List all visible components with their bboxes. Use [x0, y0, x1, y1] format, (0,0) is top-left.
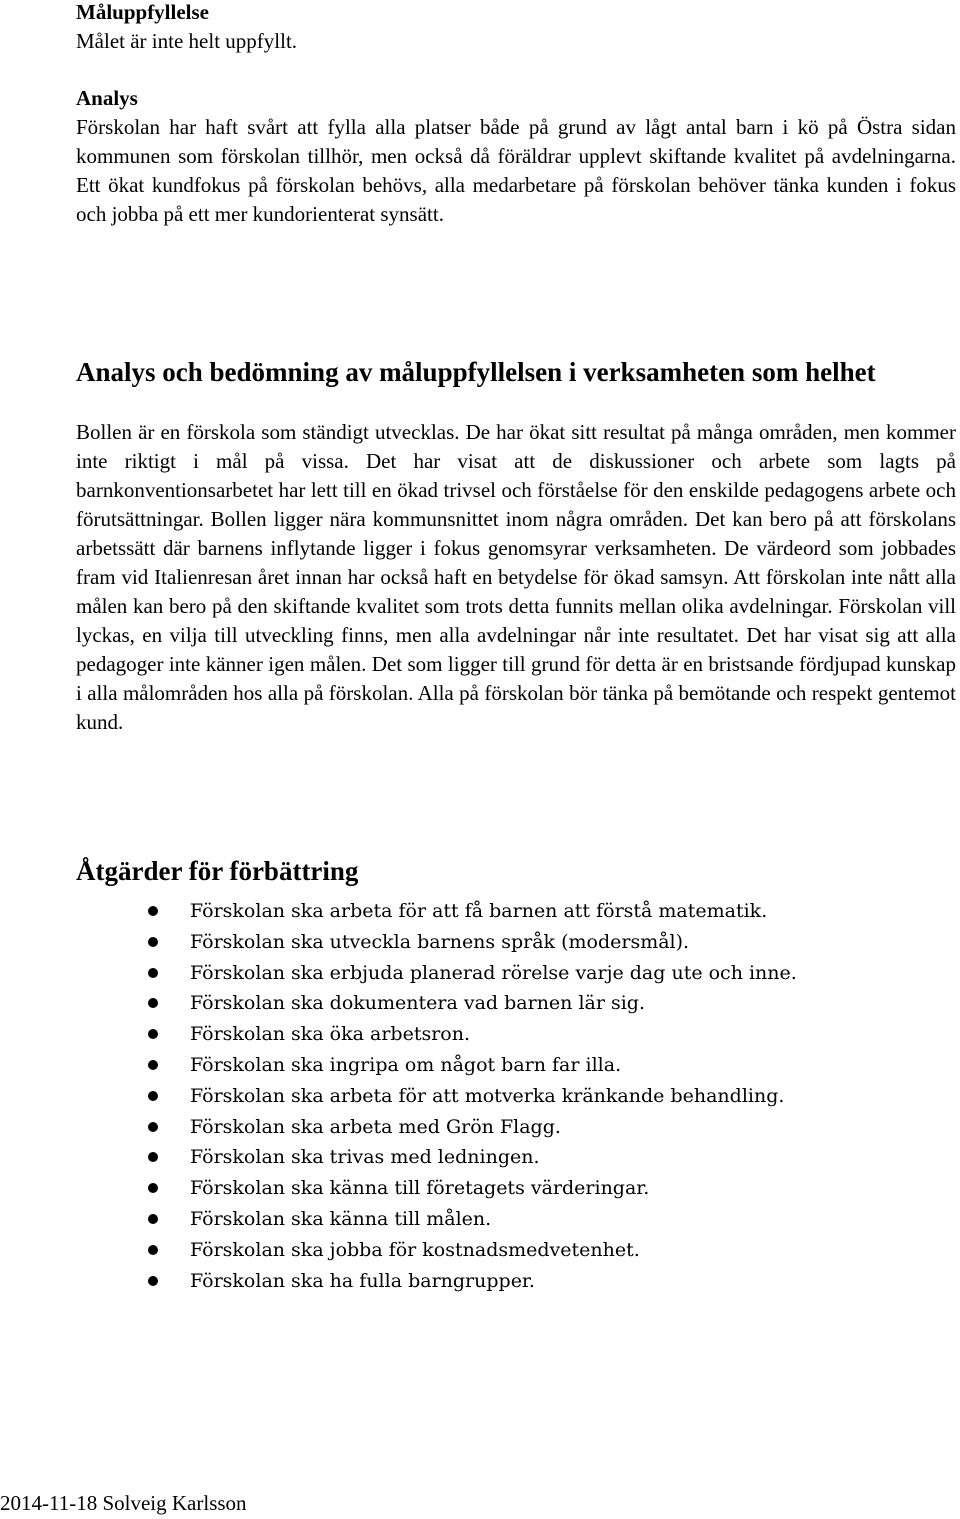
list-item — [148, 958, 908, 989]
list-item — [148, 1235, 908, 1266]
bullet-icon — [148, 906, 158, 916]
list-item — [148, 927, 908, 958]
bullet-icon — [148, 1122, 158, 1132]
list-item-text: Förskolan ska arbeta för att motverka kränkande behandling. — [190, 1084, 785, 1107]
section-text-analys: Förskolan har haft svårt att fylla alla platser både på grund av lågt antal barn i kö på Östra sidan kommunen som förskolan tillhör, men också då föräldrar upplevt skiftande kvalitet på avdelningarna. Ett ökat kundfokus på förskolan behövs, alla medarbetare på förskolan behöver tänka kunden i fokus och jobba på ett mer kundorienterat synsätt. — [76, 115, 956, 226]
list-item-text: Förskolan ska jobba för kostnadsmedvetenhet. — [190, 1238, 640, 1261]
atgarder-list — [148, 896, 908, 1296]
list-item-text: Förskolan ska trivas med ledningen. — [190, 1146, 540, 1169]
footer-date-author: 2014-11-18 Solveig Karlsson — [0, 1491, 247, 1515]
bullet-icon — [148, 968, 158, 978]
bullet-icon — [148, 1245, 158, 1255]
list-item — [148, 1050, 908, 1081]
section-heading-bedomning: Analys och bedömning av måluppfyllelsen i verksamheten som helhet — [76, 357, 876, 387]
list-item — [148, 1266, 908, 1297]
list-item — [148, 1204, 908, 1235]
section-analys — [76, 84, 956, 229]
section-heading-analys: Analys — [76, 86, 138, 110]
list-item-text: Förskolan ska ingripa om något barn far illa. — [190, 1053, 622, 1076]
list-item — [148, 988, 908, 1019]
bullet-icon — [148, 1183, 158, 1193]
list-item — [148, 1081, 908, 1112]
list-item — [148, 1112, 908, 1143]
list-item — [148, 1019, 908, 1050]
section-bedomning — [76, 418, 956, 737]
list-item — [148, 1142, 908, 1173]
section-text-bedomning: Bollen är en förskola som ständigt utvecklas. De har ökat sitt resultat på många områden, men kommer inte riktigt i mål på vissa. Det har visat att de diskussioner och arbete som lagts på barnkonventionsarbetet har lett till en ökad trivsel och förståelse för den enskilde pedagogens arbete och förutsättningar. Bollen ligger nära kommunsnittet inom några områden. Det kan bero på att förskolans arbetssätt där barnens inflytande ligger i fokus genomsyrar verksamheten. De värdeord som jobbades fram vid Italienresan året innan har också haft en betydelse för ökad samsyn. Att förskolan inte nått alla målen kan bero på den skiftande kvalitet som trots detta funnits mellan olika avdelningar. Förskolan vill lyckas, en vilja till utveckling finns, men alla avdelningar når inte resultatet. Det har visat sig att alla pedagoger inte känner igen målen. Det som ligger till grund för detta är en bristsande fördjupad kunskap i alla målområden hos alla på förskolan. Alla på förskolan bör tänka på bemötande och respekt gentemot kund. — [76, 420, 956, 734]
bullet-icon — [148, 1276, 158, 1286]
list-item — [148, 896, 908, 927]
list-item-text: Förskolan ska dokumentera vad barnen lär sig. — [190, 992, 646, 1015]
list-item-text: Förskolan ska känna till företagets värderingar. — [190, 1177, 650, 1200]
section-maluppfyllelse — [76, 0, 956, 56]
section-heading-maluppfyllelse: Måluppfyllelse — [76, 0, 210, 24]
section-heading-atgarder-wrap — [76, 855, 956, 887]
bullet-icon — [148, 937, 158, 947]
bullet-icon — [148, 1152, 158, 1162]
bullet-icon — [148, 1029, 158, 1039]
section-heading-atgarder: Åtgärder för förbättring — [76, 856, 359, 886]
list-item — [148, 1173, 908, 1204]
bullet-icon — [148, 1091, 158, 1101]
list-item-text: Förskolan ska arbeta för att få barnen att förstå matematik. — [190, 900, 768, 922]
section-text-maluppfyllelse: Målet är inte helt uppfyllt. — [76, 29, 298, 53]
list-item-text: Förskolan ska utveckla barnens språk (modersmål). — [190, 930, 690, 953]
bullet-icon — [148, 998, 158, 1008]
list-item-text: Förskolan ska arbeta med Grön Flagg. — [190, 1115, 561, 1138]
list-item-text: Förskolan ska ha fulla barngrupper. — [190, 1269, 535, 1292]
list-item-text: Förskolan ska öka arbetsron. — [190, 1023, 470, 1046]
bullet-icon — [148, 1214, 158, 1224]
section-heading-bedomning-wrap — [76, 356, 956, 388]
bullet-icon — [148, 1060, 158, 1070]
list-item-text: Förskolan ska erbjuda planerad rörelse varje dag ute och inne. — [190, 961, 797, 984]
list-item-text: Förskolan ska känna till målen. — [190, 1207, 492, 1230]
